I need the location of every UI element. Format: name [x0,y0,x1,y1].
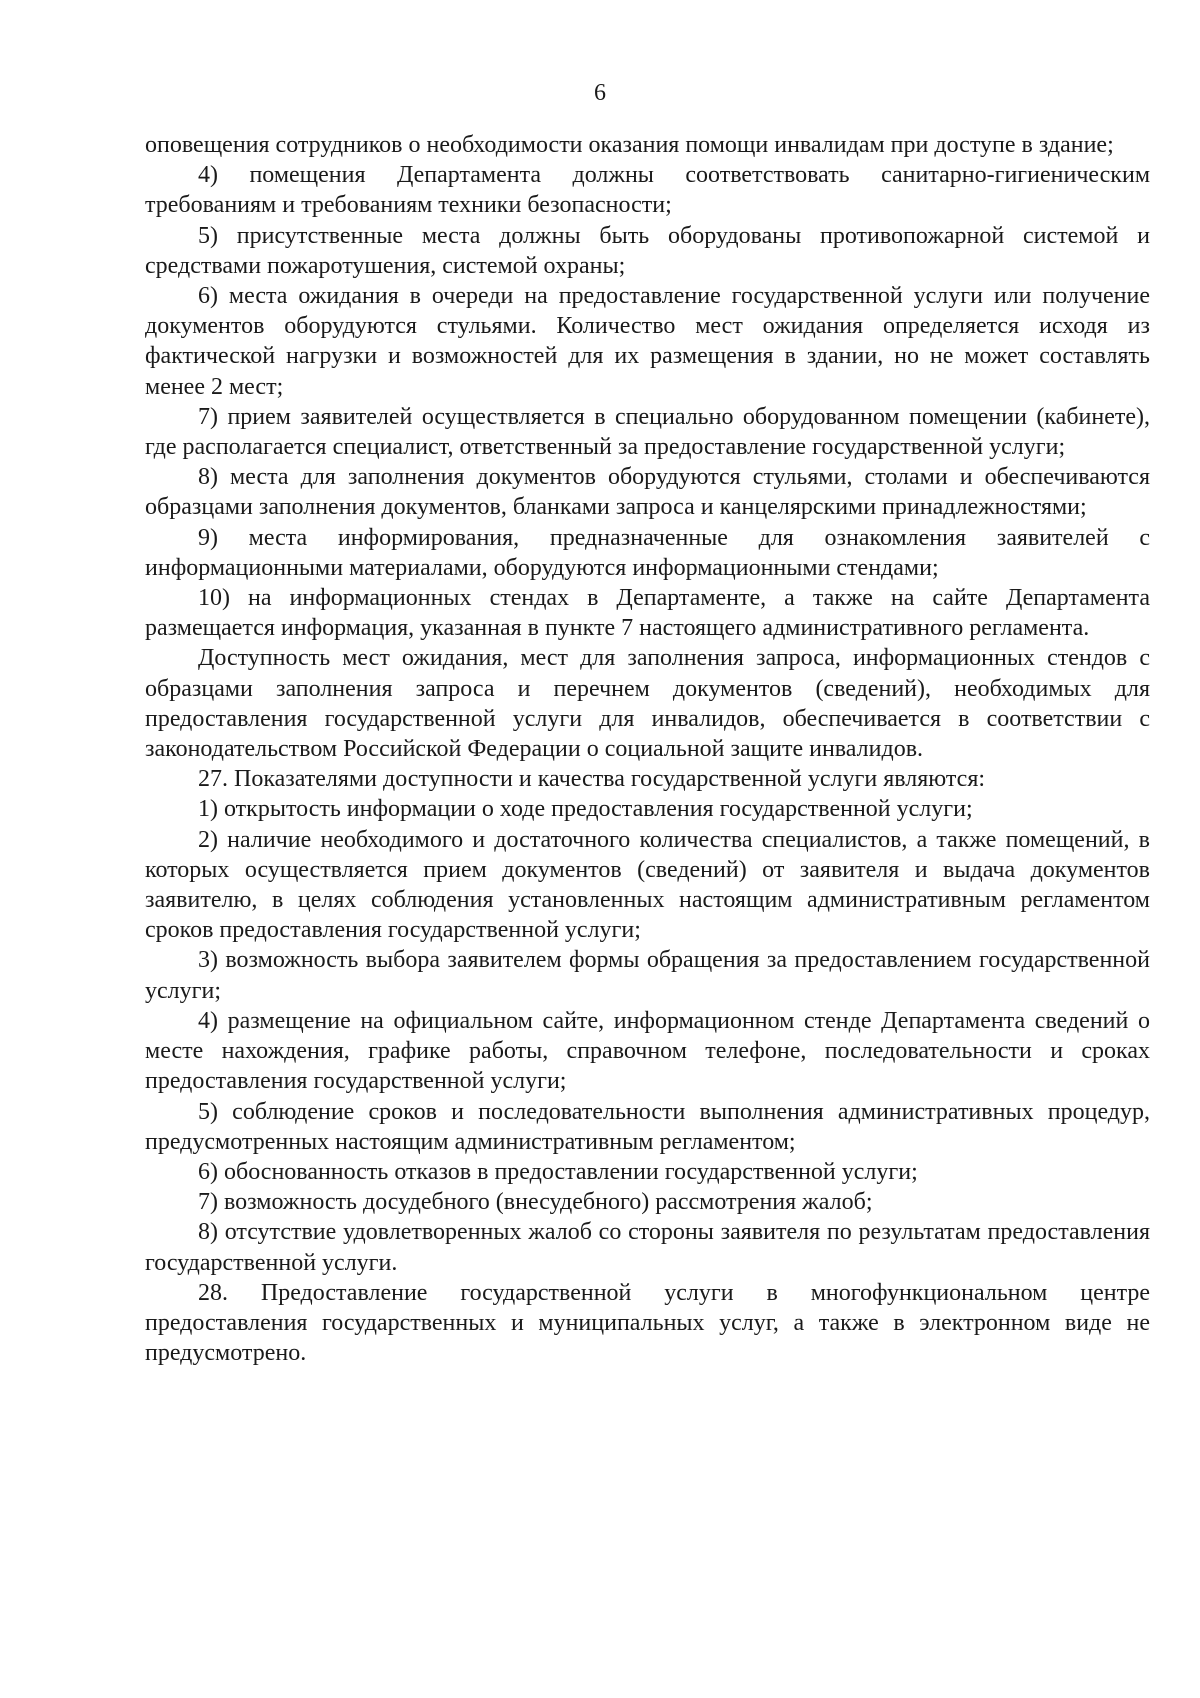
paragraph-13: 3) возможность выбора заявителем формы обращения за предоставлением государственной услуги; [145,947,1150,1004]
paragraph-18: 8) отсутствие удовлетворенных жалоб со стороны заявителя по результатам предоставления государственной услуги. [145,1219,1150,1276]
paragraph-5: 7) прием заявителей осуществляется в специально оборудованном помещении (кабинете), где располагается специалист, ответственный за предоставление государственной услуги; [145,403,1150,461]
paragraph-17: 7) возможность досудебного (внесудебного) рассмотрения жалоб; [198,1189,873,1216]
paragraph-2: 4) помещения Департамента должны соответствовать санитарно-гигиеническим требованиям и требованиям техники безопасности; [145,162,1150,219]
paragraph-16: 6) обоснованность отказов в предоставлении государственной услуги; [198,1158,918,1185]
paragraph-10: 27. Показателями доступности и качества государственной услуги являются: [198,766,986,793]
paragraph-9: Доступность мест ожидания, мест для заполнения запроса, информационных стендов с образцами заполнения запроса и перечнем документов (сведений), необходимых для предоставления государственной услуги для инвалидов, обеспечивается в соответствии с законодательством Российской Федерации о социальной защите инвалидов. [145,645,1150,763]
paragraph-12: 2) наличие необходимого и достаточного количества специалистов, а также помещений, в которых осуществляется прием документов (сведений) от заявителя и выдача документов заявителю, в целях соблюдения установленных настоящим административным регламентом сроков предоставления государственной услуги; [145,826,1150,944]
paragraph-15: 5) соблюдение сроков и последовательности выполнения административных процедур, предусмотренных настоящим административным регламентом; [145,1098,1150,1155]
paragraph-4: 6) места ожидания в очереди на предоставление государственной услуги или получение документов оборудуются стульями. Количество мест ожидания определяется исходя из фактической нагрузки и возможностей для их размещения в здании, но не может составлять менее 2 мест; [145,283,1150,400]
document-body [145,130,1150,1368]
paragraph-8: 10) на информационных стендах в Департаменте, а также на сайте Департамента размещается информация, указанная в пункте 7 настоящего административного регламента. [145,585,1150,642]
paragraph-1: оповещения сотрудников о необходимости оказания помощи инвалидам при доступе в здание; [145,132,1114,158]
page-number: 6 [594,80,606,106]
paragraph-3: 5) присутственные места должны быть оборудованы противопожарной системой и средствами пожаротушения, системой охраны; [145,222,1150,279]
paragraph-11: 1) открытость информации о ходе предоставления государственной услуги; [198,796,973,823]
paragraph-14: 4) размещение на официальном сайте, информационном стенде Департамента сведений о месте нахождения, графике работы, справочном телефоне, последовательности и сроках предоставления государственной услуги; [145,1007,1150,1095]
paragraph-6: 8) места для заполнения документов оборудуются стульями, столами и обеспечиваются образцами заполнения документов, бланками запроса и канцелярскими принадлежностями; [145,464,1150,521]
paragraph-7: 9) места информирования, предназначенные для ознакомления заявителей с информационными материалами, оборудуются информационными стендами; [145,524,1150,581]
paragraph-19: 28. Предоставление государственной услуги в многофункциональном центре предоставления государственных и муниципальных услуг, а также в электронном виде не предусмотрено. [145,1279,1150,1367]
